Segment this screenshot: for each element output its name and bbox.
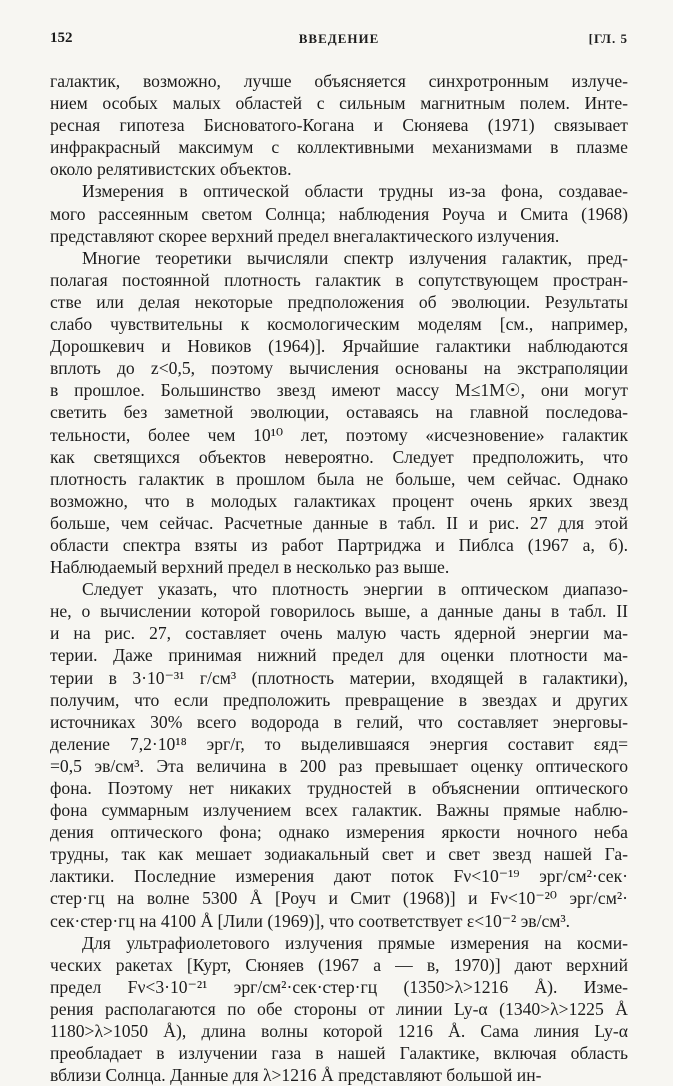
text-line: ческих ракетах [Курт, Сюняев (1967 а — в, 1970)] дают верхний — [50, 954, 628, 975]
text-line: вблизи Солнца. Данные для λ>1216 Å представляют большой ин- — [50, 1065, 542, 1086]
text-line: получим, что если предположить превращение в звездах и других — [50, 689, 628, 710]
text-line: фона суммарным излучением всех галактик. Важны прямые наблю- — [50, 800, 628, 821]
text-line: ресная гипотеза Бисноватого-Когана и Сюняева (1971) связывает — [50, 115, 628, 136]
text-line: трудны, так как мешает зодиакальный свет и свет звезд нашей Га- — [50, 844, 628, 865]
text-line: Наблюдаемый верхний предел в несколько раз выше. — [50, 557, 450, 578]
text-line: в прошлое. Большинство звезд имеют массу M≤1M☉, они могут — [50, 380, 628, 401]
text-line: терии в 3·10⁻³¹ г/см³ (плотность материи, входящей в галактики), — [50, 667, 628, 688]
text-line: стер·гц на волне 5300 Å [Роуч и Смит (1968)] и Fν<10⁻²⁰ эрг/см²· — [50, 888, 628, 909]
text-line: источниках 30% всего водорода в гелий, что составляет энерговы- — [50, 711, 628, 732]
text-line: Следует указать, что плотность энергии в оптическом диапазо- — [82, 579, 628, 600]
text-line: тельности, более чем 10¹⁰ лет, поэтому «исчезновение» галактик — [50, 424, 628, 445]
text-line: фона. Поэтому нет никаких трудностей в объяснении оптического — [50, 778, 628, 798]
text-line: не, о вычислении которой говорилось выше, а данные даны в табл. II — [50, 601, 628, 622]
text-line: плотность галактик в прошлом была не больше, чем сейчас. Однако — [50, 468, 628, 489]
text-line: полагая постоянной плотность галактик в сопутствующем простран- — [50, 269, 628, 290]
page-number: 152 — [50, 30, 73, 46]
text-line: представляют скорее верхний предел внегалактического излучения. — [50, 225, 560, 246]
text-line: инфракрасный максимум с коллективными механизмами в плазме — [50, 137, 628, 158]
text-line: деление 7,2·10¹⁸ эрг/г, то выделившаяся энергия составит εяд= — [50, 733, 628, 754]
text-line: сек·стер·гц на 4100 Å [Лили (1969)], что соответствует ε<10⁻² эв/см³. — [50, 910, 571, 931]
text-line: рения располагаются по обе стороны от линии Ly-α (1340>λ>1225 Å — [50, 998, 628, 1019]
text-line: =0,5 эв/см³. Эта величина в 200 раз превышает оценку оптического — [50, 755, 628, 776]
paragraph — [50, 180, 628, 246]
paragraph — [50, 932, 628, 1086]
text-line: области спектра взяты из работ Партриджа и Пиблса (1967 а, б). — [50, 534, 628, 555]
text-line: около релятивистских объектов. — [50, 159, 292, 180]
text-line: терии. Даже принимая нижний предел для оценки плотности ма- — [50, 645, 628, 666]
body-text — [50, 70, 628, 1086]
text-line: нием особых малых областей с сильным магнитным полем. Инте- — [50, 93, 628, 114]
text-line: дения оптического фона; однако измерения яркости ночного неба — [50, 822, 628, 843]
page-header — [50, 30, 628, 52]
text-line: светить без заметной эволюции, оставаясь на главной последова- — [50, 402, 628, 423]
text-line: возможно, что в молодых галактиках процент очень ярких звезд — [50, 490, 628, 511]
running-title: ВВЕДЕНИЕ — [298, 31, 380, 46]
text-line: предел Fν<3·10⁻²¹ эрг/см²·сек·стер·гц (1350>λ>1216 Å). Изме- — [50, 976, 628, 997]
text-line: лактики. Последние измерения дают поток Fν<10⁻¹⁹ эрг/см²·сек· — [50, 866, 628, 887]
text-line: преобладает в излучении газа в нашей Галактике, включая область — [50, 1043, 628, 1064]
text-line: стве или делая некоторые предположения об эволюции. Результаты — [50, 291, 628, 312]
text-line: и на рис. 27, составляет очень малую часть ядерной энергии ма- — [50, 623, 628, 644]
text-line: Для ультрафиолетового излучения прямые измерения на косми- — [82, 932, 628, 953]
chapter-label: [ГЛ. 5 — [588, 31, 628, 46]
text-line: галактик, возможно, лучше объясняется синхротронным излуче- — [50, 71, 628, 91]
text-line: мого рассеянным светом Солнца; наблюдения Роуча и Смита (1968) — [50, 203, 628, 224]
text-line: слабо чувствительны к космологическим моделям [см., например, — [50, 314, 628, 335]
paragraph — [50, 247, 628, 578]
text-line: 1180>λ>1050 Å), длина волны которой 1216 Å. Сама линия Ly-α — [50, 1021, 628, 1042]
text-line: Измерения в оптической области трудны из-за фона, создавае- — [82, 181, 628, 202]
text-line: Дорошкевич и Новиков (1964)]. Ярчайшие галактики наблюдаются — [50, 336, 628, 357]
paragraph — [50, 70, 628, 180]
text-line: больше, чем сейчас. Расчетные данные в табл. II и рис. 27 для этой — [50, 512, 628, 533]
paragraph — [50, 578, 628, 932]
text-line: вплоть до z<0,5, поэтому вычисления основаны на экстраполяции — [50, 358, 628, 379]
text-line: как светящихся объектов невероятно. Следует предположить, что — [50, 446, 628, 467]
text-line: Многие теоретики вычисляли спектр излучения галактик, пред- — [82, 247, 628, 268]
